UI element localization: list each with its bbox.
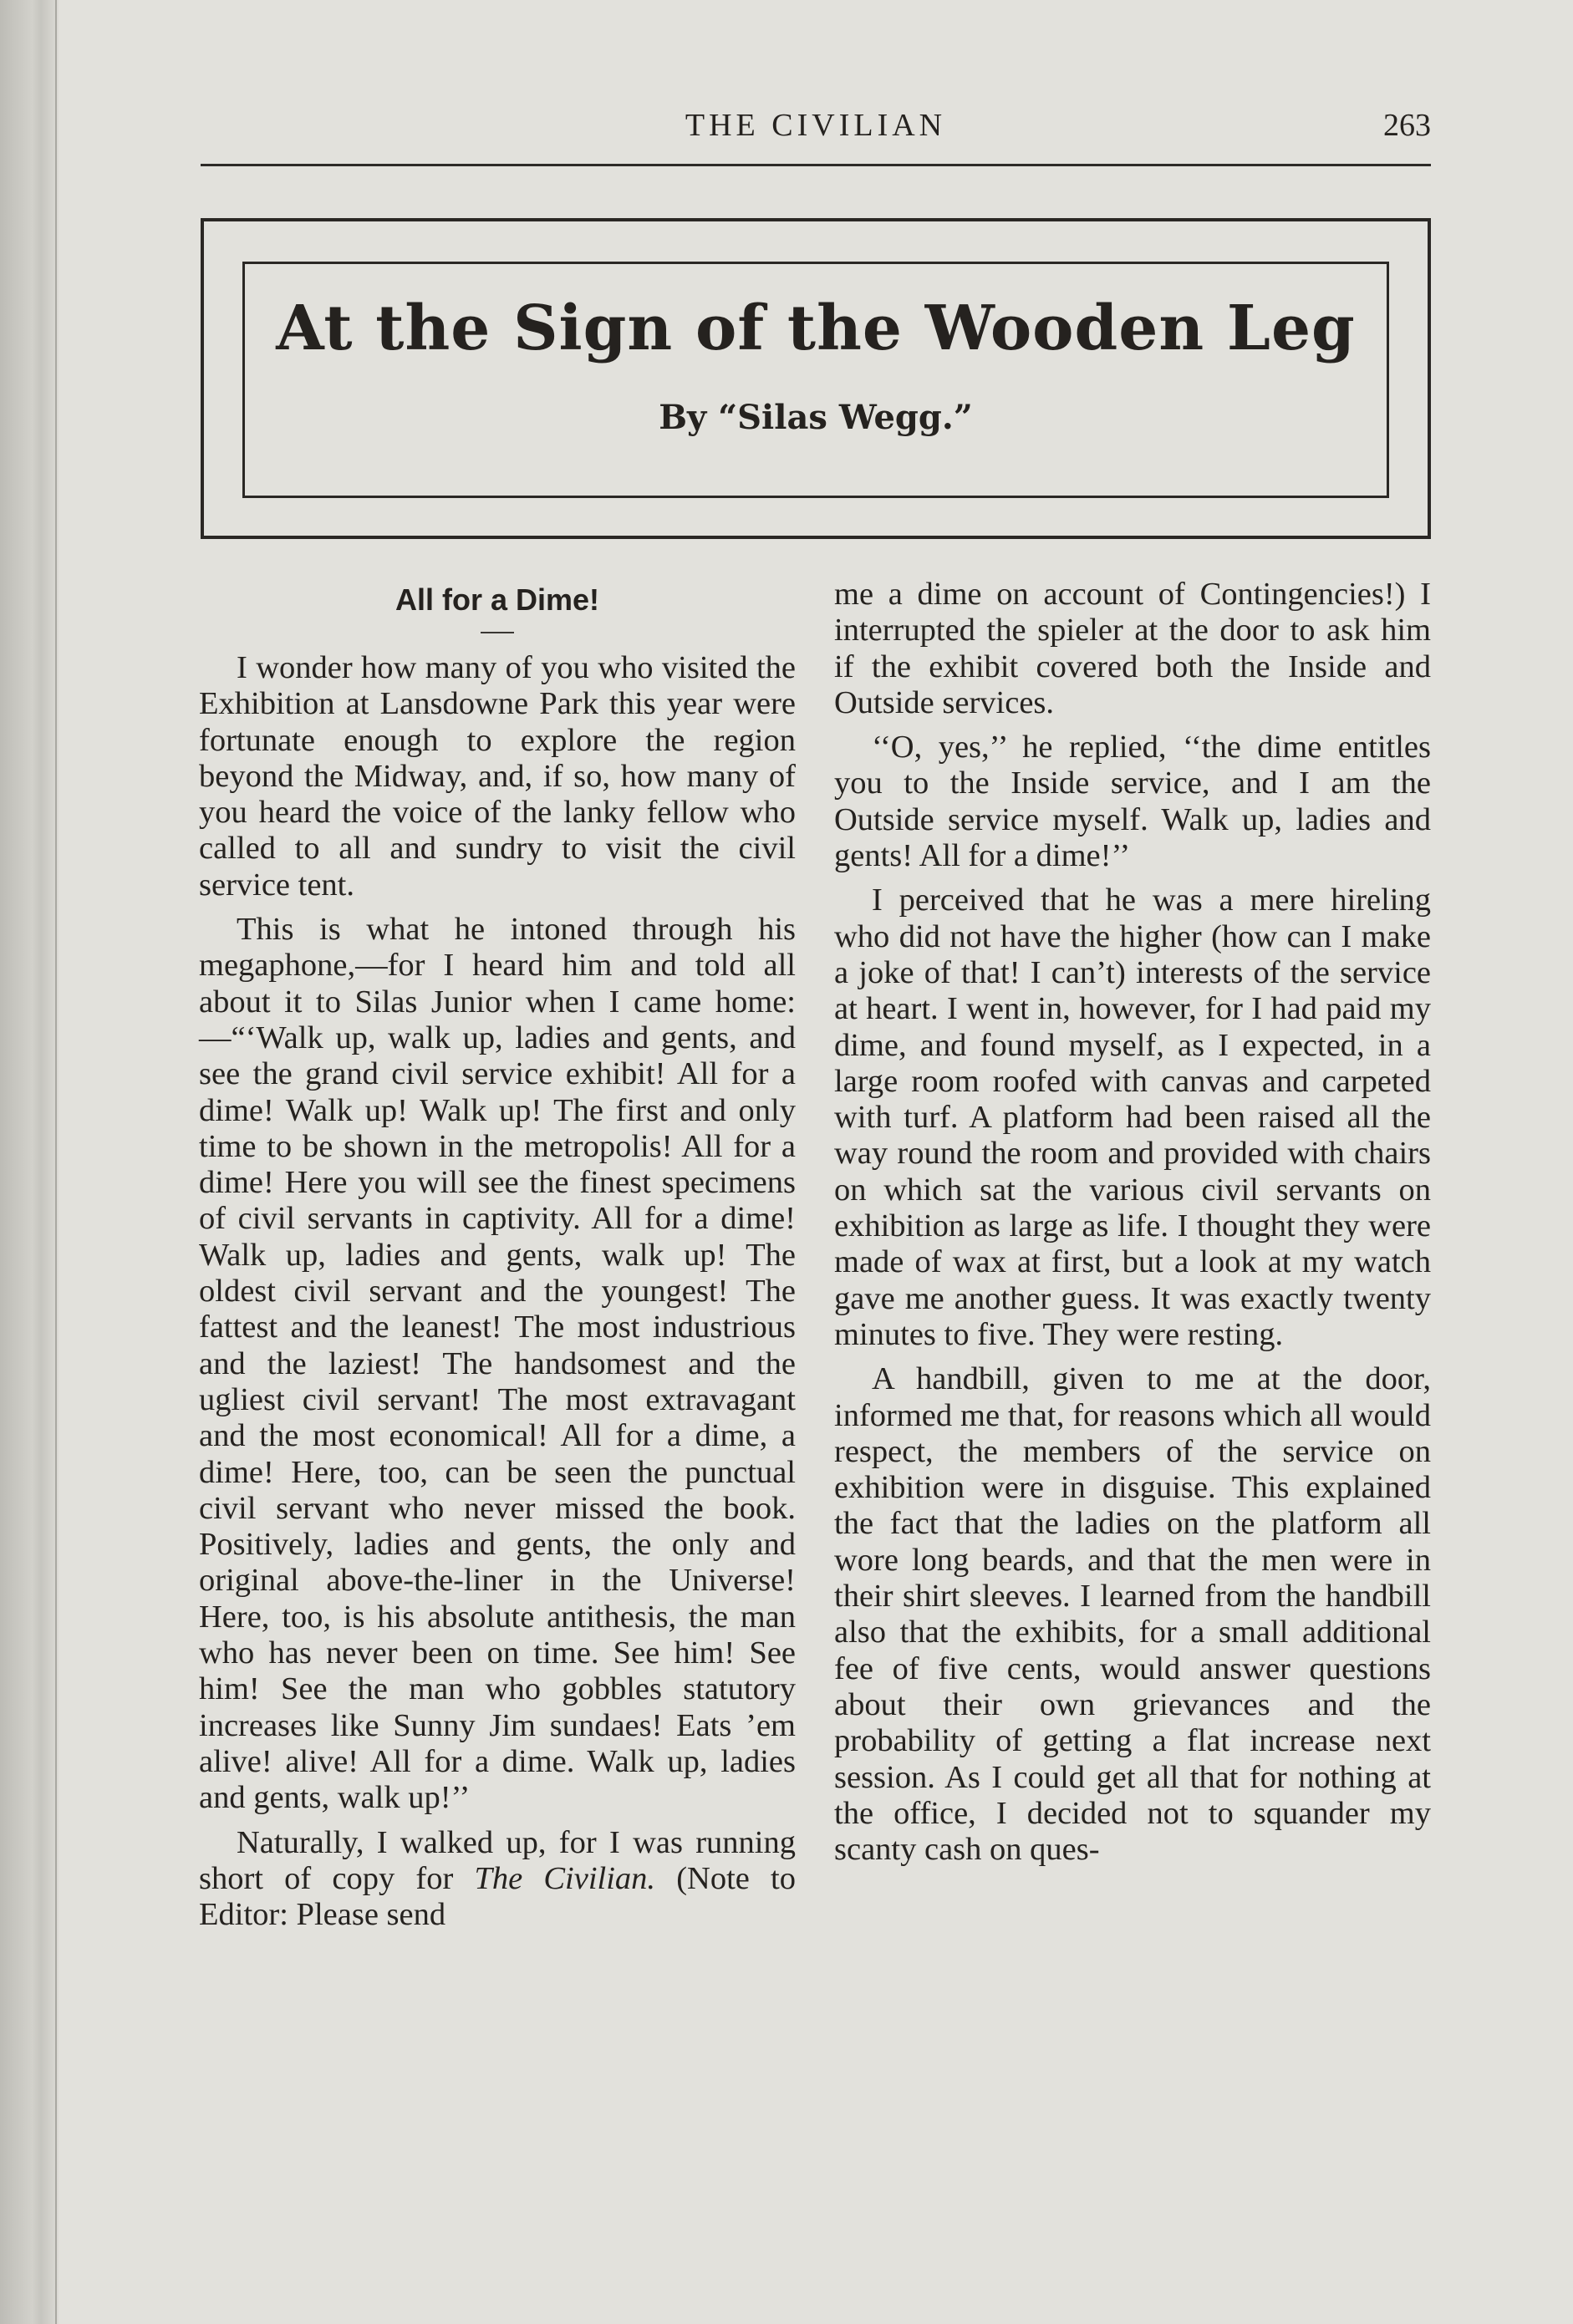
paragraph: ‘‘O, yes,’’ he replied, ‘‘the dime entitles you to the Inside service, and I am the Outside service myself. Walk up, ladies and gents! All for a dime!’’ (834, 730, 1431, 874)
paragraph: A handbill, given to me at the door, informed me that, for reasons which all would respect, the members of the service on exhibition were in disguise. This explained the fact that the ladies on the platform all wore long beards, and that the men were in their shirt sleeves. I learned from the handbill also that the exhibits, for a small additional fee of five cents, would answer questions about their own grievances and the probability of getting a flat increase next session. As I could get all that for nothing at the office, I decided not to squander my scanty cash on ques- (834, 1361, 1431, 1868)
section-heading: All for a Dime! (395, 582, 600, 617)
article-byline: By “Silas Wegg.” (659, 398, 973, 437)
publication-title: The Civilian. (474, 1860, 656, 1896)
section-divider (481, 632, 514, 633)
running-head (201, 107, 1431, 144)
binding-edge (55, 0, 57, 2324)
paragraph: I wonder how many of you who visited the Exhibition at Lansdowne Park this year were fortunate enough to explore the region beyond the Midway, and, if so, how many of you heard the voice of the lanky fellow who called to all and sundry to visit the civil service tent. (199, 650, 796, 903)
paragraph: This is what he intoned through his megaphone,—for I heard him and told all about it to Silas Junior when I came home:—“‘Walk up, walk up, ladies and gents, and see the grand civil service exhibit! All for a dime! Walk up! Walk up! The first and only time to be shown in the metropolis! All for a dime! Here you will see the finest specimens of civil servants in captivity. All for a dime! Walk up, ladies and gents, walk up! The oldest civil servant and the youngest! The fattest and the leanest! The most industrious and the laziest! The handsomest and the ugliest civil servant! The most extravagant and the most economical! All for a dime, a dime! Here, too, can be seen the punctual civil servant who never missed the book. Positively, ladies and gents, the only and original above-the-liner in the Universe! Here, too, is his absolute antithesis, the man who has never been on time. See him! See him! See the man who gobbles statutory increases like Sunny Jim sundaes! Eats ’em alive! alive! All for a dime. Walk up, ladies and gents, walk up!’’ (199, 912, 796, 1816)
paragraph (199, 1825, 796, 1934)
right-column (834, 577, 1431, 1876)
journal-name: THE CIVILIAN (685, 108, 947, 143)
page-number: 263 (1383, 108, 1431, 143)
paragraph: I perceived that he was a mere hireling who did not have the higher (how can I make a joke of that! I can’t) interests of the service at heart. I went in, however, for I had paid my dime, and found myself, as I expected, in a large room roofed with canvas and carpeted with turf. A platform had been raised all the way round the room and provided with chairs on which sat the various civil servants on exhibition as large as life. I thought they were made of wax at first, but a look at my watch gave me another guess. It was exactly twenty minutes to five. They were resting. (834, 882, 1431, 1352)
article-title: At the Sign of the Wooden Leg (276, 292, 1356, 364)
left-column (199, 577, 796, 1941)
paragraph-continued: me a dime on account of Contingencies!) I interrupted the spieler at the door to ask him if the exhibit covered both the Inside and Outside services. (834, 577, 1431, 720)
paragraph-text: (Note to Editor: Please send (199, 1860, 796, 1933)
book-spine-shadow (0, 0, 59, 2324)
header-rule (201, 164, 1431, 166)
paragraph-text: Naturally, I walked up, for I was running short of copy for (199, 1824, 796, 1896)
